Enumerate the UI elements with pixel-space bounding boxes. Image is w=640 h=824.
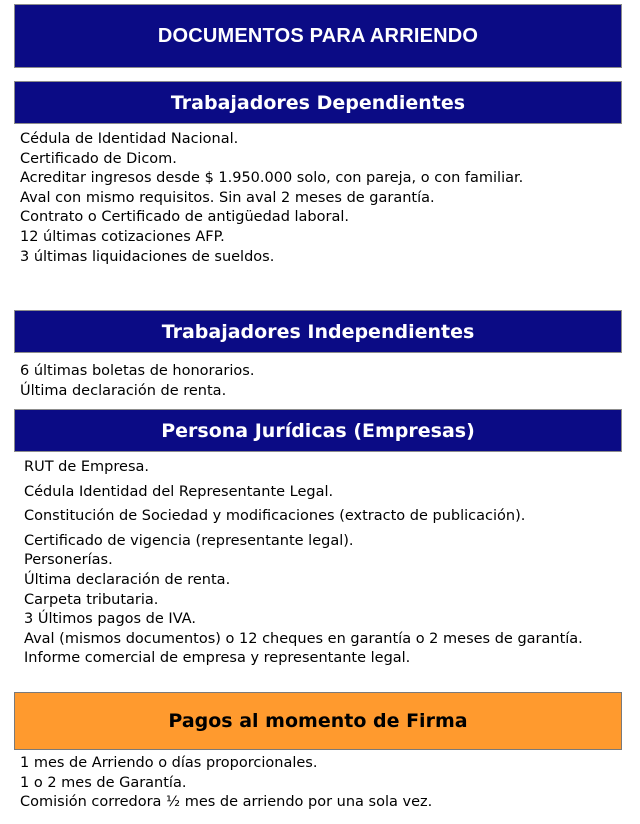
list-item: Certificado de vigencia (representante legal). xyxy=(24,532,354,549)
list-dependientes xyxy=(20,130,523,267)
section-header-pagos xyxy=(14,692,622,750)
section-title-pagos: Pagos al momento de Firma xyxy=(168,710,468,732)
page-title: DOCUMENTOS PARA ARRIENDO xyxy=(157,24,479,47)
list-independientes xyxy=(20,362,254,401)
list-item: Personerías. xyxy=(24,552,113,569)
section-header-dependientes xyxy=(14,81,622,124)
list-item: Comisión corredora ½ mes de arriendo por una sola vez. xyxy=(20,794,433,811)
list-item: Última declaración de renta. xyxy=(24,571,231,588)
list-item: 1 o 2 mes de Garantía. xyxy=(20,774,187,791)
section-title-juridicas: Persona Jurídicas (Empresas) xyxy=(161,419,475,442)
list-juridicas xyxy=(24,458,584,669)
list-item: Constitución de Sociedad y modificaciones (extracto de publicación). xyxy=(24,508,526,525)
list-item: 6 últimas boletas de honorarios. xyxy=(20,363,255,379)
section-header-independientes xyxy=(14,310,622,353)
section-header-juridicas xyxy=(14,409,622,452)
list-item: Aval con mismo requisitos. Sin aval 2 meses de garantía. xyxy=(20,189,435,206)
list-item: Acreditar ingresos desde $ 1.950.000 solo, con pareja, o con familiar. xyxy=(20,170,524,187)
list-item: Cédula Identidad del Representante Legal. xyxy=(24,483,334,500)
list-item: Aval (mismos documentos) o 12 cheques en garantía o 2 meses de garantía. xyxy=(24,630,583,647)
section-title-dependientes: Trabajadores Dependientes xyxy=(170,91,466,114)
list-item: 3 últimas liquidaciones de sueldos. xyxy=(20,248,275,265)
list-item: Última declaración de renta. xyxy=(20,382,227,399)
list-item: Certificado de Dicom. xyxy=(20,150,177,167)
list-item: Carpeta tributaria. xyxy=(24,591,159,608)
section-title-independientes: Trabajadores Independientes xyxy=(161,320,475,343)
list-item: Cédula de Identidad Nacional. xyxy=(20,131,239,147)
list-item: 3 Últimos pagos de IVA. xyxy=(24,611,196,628)
list-item: 12 últimas cotizaciones AFP. xyxy=(20,228,225,245)
list-item: Contrato o Certificado de antigüedad laboral. xyxy=(20,209,349,226)
list-pagos xyxy=(20,754,432,813)
list-item: Informe comercial de empresa y representante legal. xyxy=(24,650,411,667)
list-item: RUT de Empresa. xyxy=(24,459,149,475)
page-title-bar xyxy=(14,4,622,68)
list-item: 1 mes de Arriendo o días proporcionales. xyxy=(20,755,318,771)
